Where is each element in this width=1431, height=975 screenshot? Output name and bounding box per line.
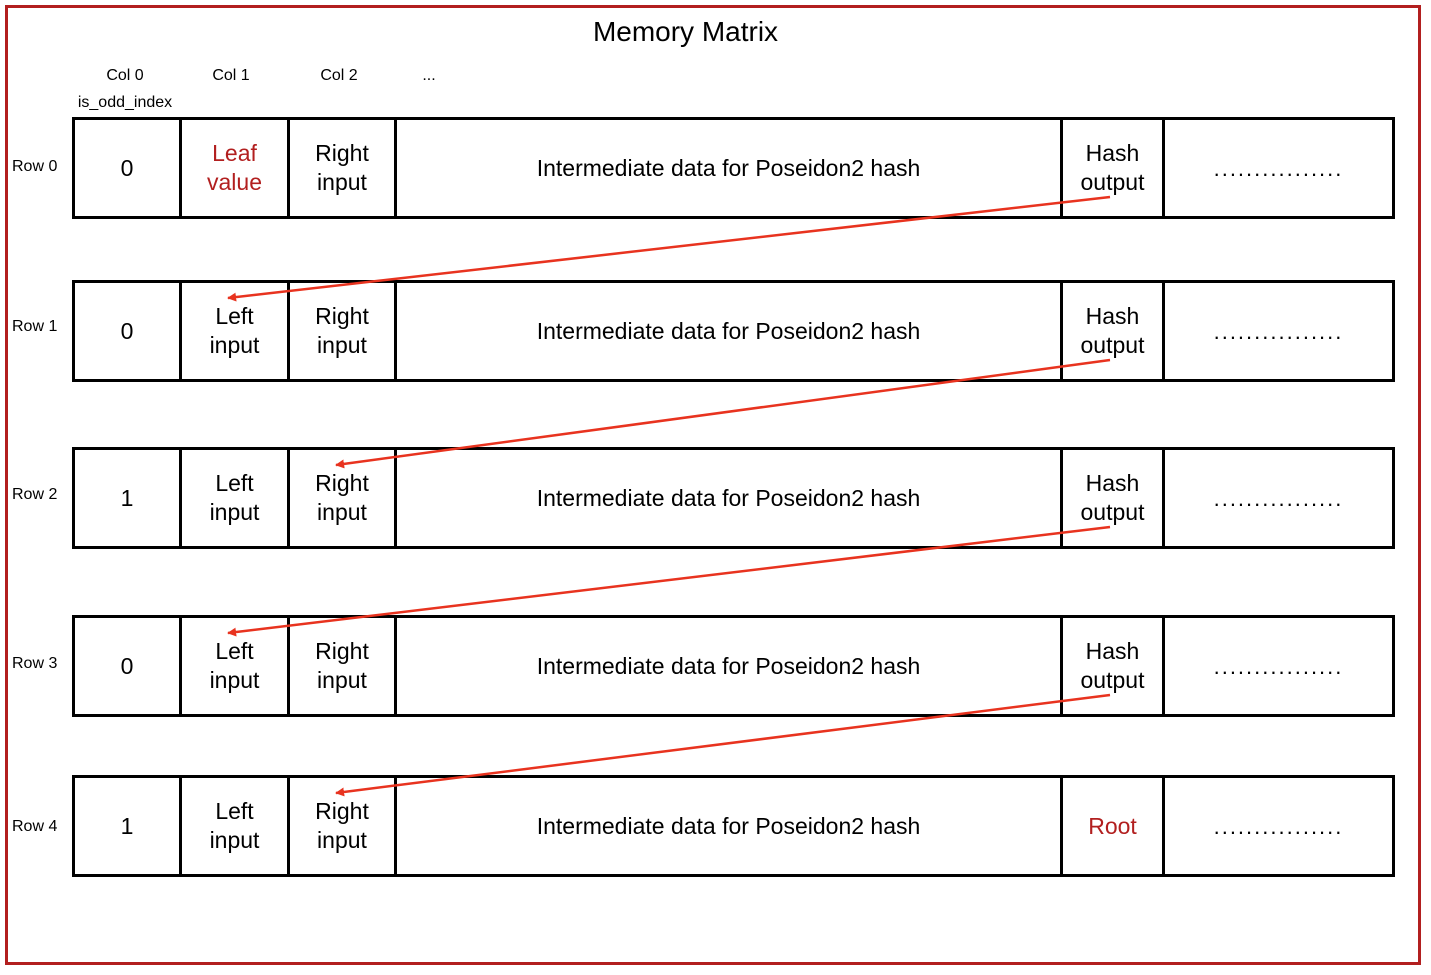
- col0-subheader: is_odd_index: [77, 94, 173, 111]
- col0-header: Col 0: [106, 67, 144, 84]
- is-odd-index-cell: 0: [120, 154, 134, 181]
- col2-cell: Right input: [287, 120, 394, 216]
- intermediate-data-cell: Intermediate data for Poseidon2 hash: [394, 618, 1060, 714]
- row-label: Row 1: [12, 318, 58, 335]
- col1-cell: Left input: [179, 450, 287, 546]
- hash-flow-arrow: [336, 360, 1110, 465]
- row-label: Row 0: [12, 158, 58, 175]
- hash-output-cell: Hash output: [1060, 120, 1162, 216]
- col2-header: Col 2: [320, 67, 358, 84]
- col1-cell: Leaf value: [179, 120, 287, 216]
- remaining-columns-cell: ................: [1162, 778, 1392, 874]
- intermediate-data-cell: Intermediate data for Poseidon2 hash: [394, 120, 1060, 216]
- remaining-columns-cell: ................: [1162, 450, 1392, 546]
- is-odd-index-cell: 1: [120, 484, 134, 511]
- remaining-columns-cell: ................: [1162, 618, 1392, 714]
- col1-cell: Left input: [179, 618, 287, 714]
- intermediate-data-cell: Intermediate data for Poseidon2 hash: [394, 450, 1060, 546]
- hash-flow-arrow: [228, 197, 1110, 298]
- col2-cell: Right input: [287, 778, 394, 874]
- hash-output-cell: Hash output: [1060, 283, 1162, 379]
- hash-output-cell: Root: [1060, 778, 1162, 874]
- hash-flow-arrow: [336, 695, 1110, 793]
- diagram-title: Memory Matrix: [592, 16, 779, 47]
- col2-cell: Right input: [287, 618, 394, 714]
- more-columns-header: ...: [422, 67, 436, 84]
- row-label: Row 4: [12, 818, 58, 835]
- hash-output-cell: Hash output: [1060, 450, 1162, 546]
- col1-header: Col 1: [212, 67, 250, 84]
- intermediate-data-cell: Intermediate data for Poseidon2 hash: [394, 283, 1060, 379]
- col1-cell: Left input: [179, 778, 287, 874]
- is-odd-index-cell: 0: [120, 652, 134, 679]
- remaining-columns-cell: ................: [1162, 120, 1392, 216]
- hash-flow-arrow: [228, 527, 1110, 633]
- col1-cell: Left input: [179, 283, 287, 379]
- col2-cell: Right input: [287, 450, 394, 546]
- col2-cell: Right input: [287, 283, 394, 379]
- row-label: Row 2: [12, 486, 58, 503]
- remaining-columns-cell: ................: [1162, 283, 1392, 379]
- is-odd-index-cell: 0: [120, 317, 134, 344]
- hash-output-cell: Hash output: [1060, 618, 1162, 714]
- is-odd-index-cell: 1: [120, 812, 134, 839]
- row-label: Row 3: [12, 655, 58, 672]
- intermediate-data-cell: Intermediate data for Poseidon2 hash: [394, 778, 1060, 874]
